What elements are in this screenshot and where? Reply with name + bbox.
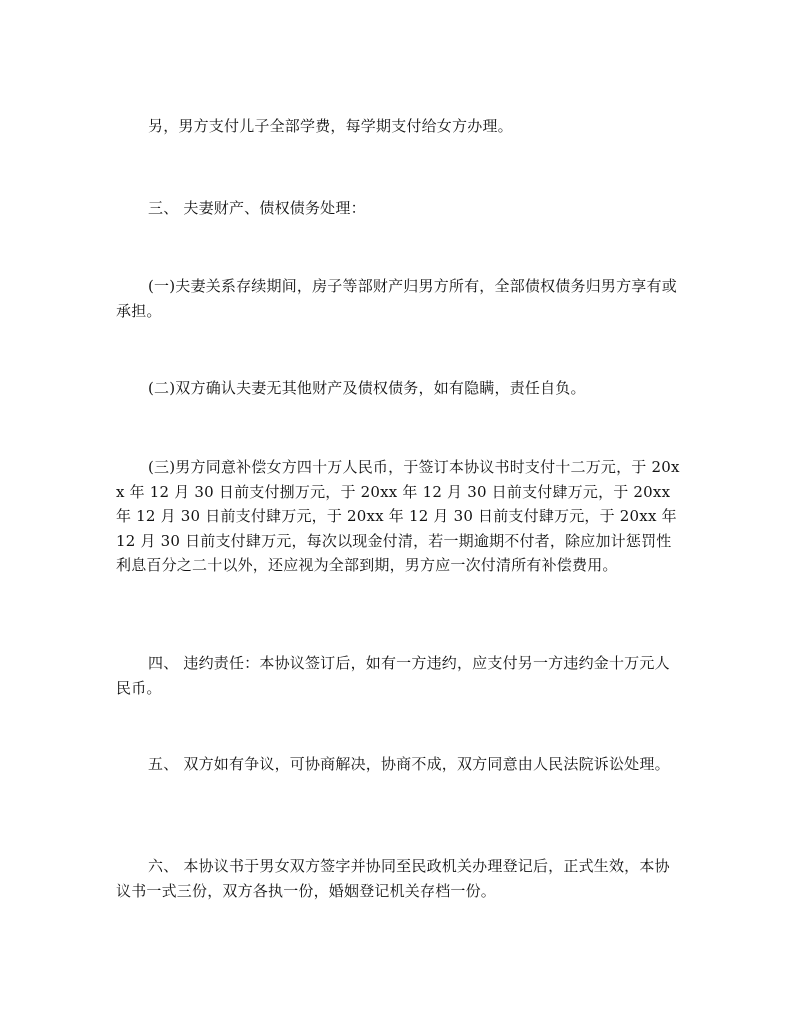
clause-no-other-property: (二)双方确认夫妻无其他财产及债权债务，如有隐瞒，责任自负。 <box>148 379 586 397</box>
section-effectiveness: 六、 本协议书于男女双方签字并协同至民政机关办理登记后，正式生效，本协议书一式三份，双方各执一份，婚姻登记机关存档一份。 <box>116 857 670 900</box>
clause-compensation: (三)男方同意补偿女方四十万人民币，于签订本协议书时支付十二万元，于 20xx 年 12 月 30 日前支付捌万元，于 20xx 年 12 月 30 日前支付肆万元，于 20xx 年 12 月 30 日前支付肆万元，于 20xx 年 12 月 30 日前支付肆万元，于 20xx 年 12 月 30 日前支付肆万元，每次以现金付清，若一期逾期不付者，除应加计惩罚性利息百分之二十以外，还应视为全部到期，男方应一次付清所有补偿费用。 <box>116 458 680 575</box>
section-breach-liability: 四、 违约责任：本协议签订后，如有一方违约，应支付另一方违约金十万元人民币。 <box>116 654 670 697</box>
heading-property-debts: 三、 夫妻财产、债权债务处理： <box>148 199 366 217</box>
section-dispute-resolution: 五、 双方如有争议，可协商解决，协商不成，双方同意由人民法院诉讼处理。 <box>148 755 670 773</box>
paragraph-tuition: 另，男方支付儿子全部学费，每学期支付给女方办理。 <box>148 117 513 135</box>
clause-property-ownership: (一)夫妻关系存续期间，房子等部财产归男方所有，全部债权债务归男方享有或承担。 <box>116 277 677 320</box>
